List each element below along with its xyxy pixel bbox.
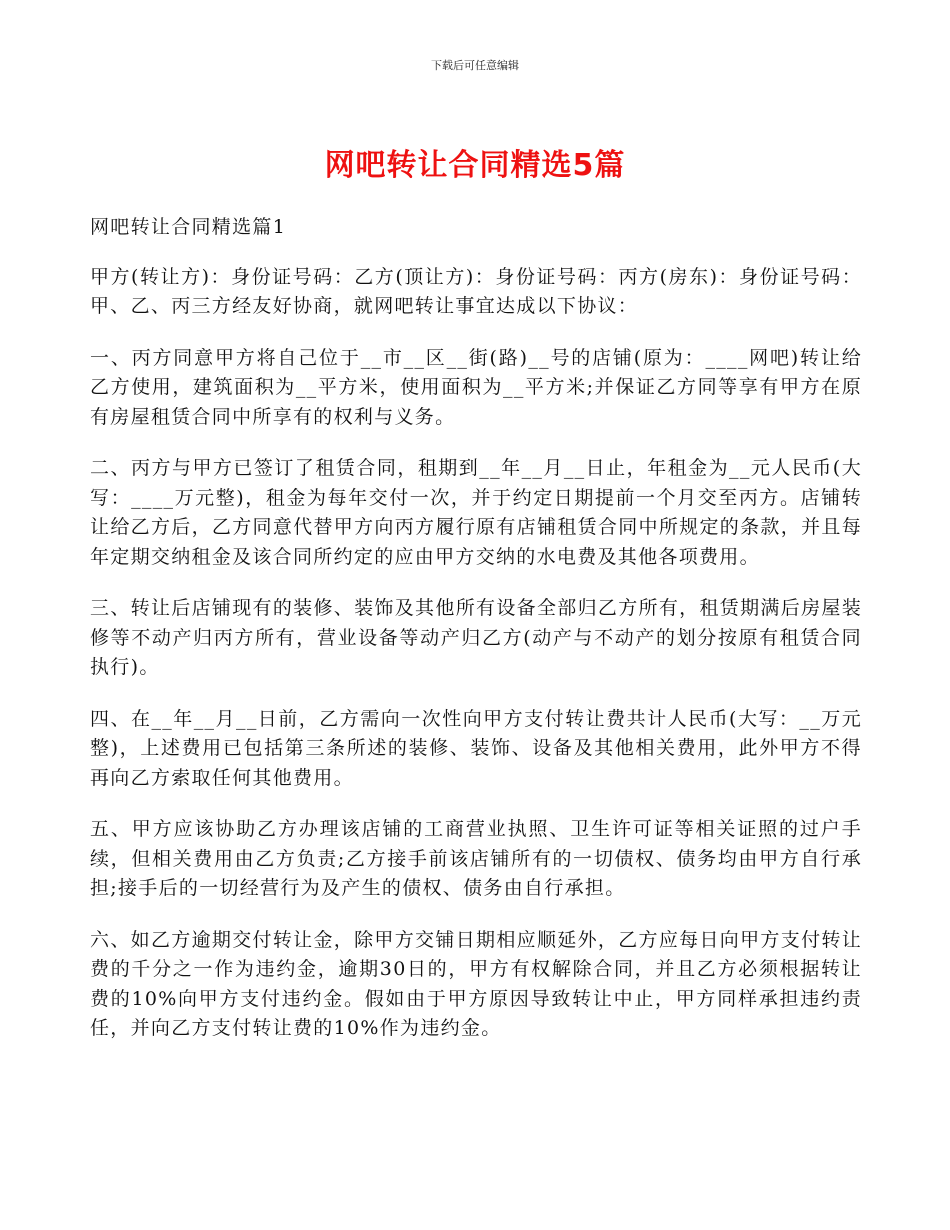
- document-title: 网吧转让合同精选5篇: [324, 148, 626, 183]
- paragraph-parties: 甲方(转让方)：身份证号码：乙方(顶让方)：身份证号码：丙方(房东)：身份证号码：甲、乙、丙三方经友好协商，就网吧转让事宜达成以下协议：: [90, 265, 862, 317]
- document-body: [90, 213, 862, 1066]
- section-heading: 网吧转让合同精选篇1: [90, 216, 287, 238]
- paragraph-clause-6: 六、如乙方逾期交付转让金，除甲方交铺日期相应顺延外，乙方应每日向甲方支付转让费的千分之一作为违约金，逾期30日的，甲方有权解除合同，并且乙方必须根据转让费的10%向甲方支付违约金。假如由于甲方原因导致转让中止，甲方同样承担违约责任，并向乙方支付转让费的10%作为违约金。: [90, 928, 862, 1039]
- paragraph-clause-4: 四、在__年__月__日前，乙方需向一次性向甲方支付转让费共计人民币(大写：__万元整)，上述费用已包括第三条所述的装修、装饰、设备及其他相关费用，此外甲方不得再向乙方索取任何其他费用。: [90, 707, 862, 789]
- page-header-note: 下载后可任意编辑: [431, 59, 519, 72]
- paragraph-clause-1: 一、丙方同意甲方将自己位于__市__区__街(路)__号的店铺(原为：____网吧)转让给乙方使用，建筑面积为__平方米，使用面积为__平方米;并保证乙方同等享有甲方在原有房屋租赁合同中所享有的权利与义务。: [90, 346, 862, 428]
- paragraph-clause-3: 三、转让后店铺现有的装修、装饰及其他所有设备全部归乙方所有，租赁期满后房屋装修等不动产归丙方所有，营业设备等动产归乙方(动产与不动产的划分按原有租赁合同执行)。: [90, 597, 862, 678]
- paragraph-clause-2: 二、丙方与甲方已签订了租赁合同，租期到__年__月__日止，年租金为__元人民币(大写：____万元整)，租金为每年交付一次，并于约定日期提前一个月交至丙方。店铺转让给乙方后，乙方同意代替甲方向丙方履行原有店铺租赁合同中所规定的条款，并且每年定期交纳租金及该合同所约定的应由甲方交纳的水电费及其他各项费用。: [90, 457, 862, 568]
- paragraph-clause-5: 五、甲方应该协助乙方办理该店铺的工商营业执照、卫生许可证等相关证照的过户手续，但相关费用由乙方负责;乙方接手前该店铺所有的一切债权、债务均由甲方自行承担;接手后的一切经营行为及产生的债权、债务由自行承担。: [90, 818, 862, 899]
